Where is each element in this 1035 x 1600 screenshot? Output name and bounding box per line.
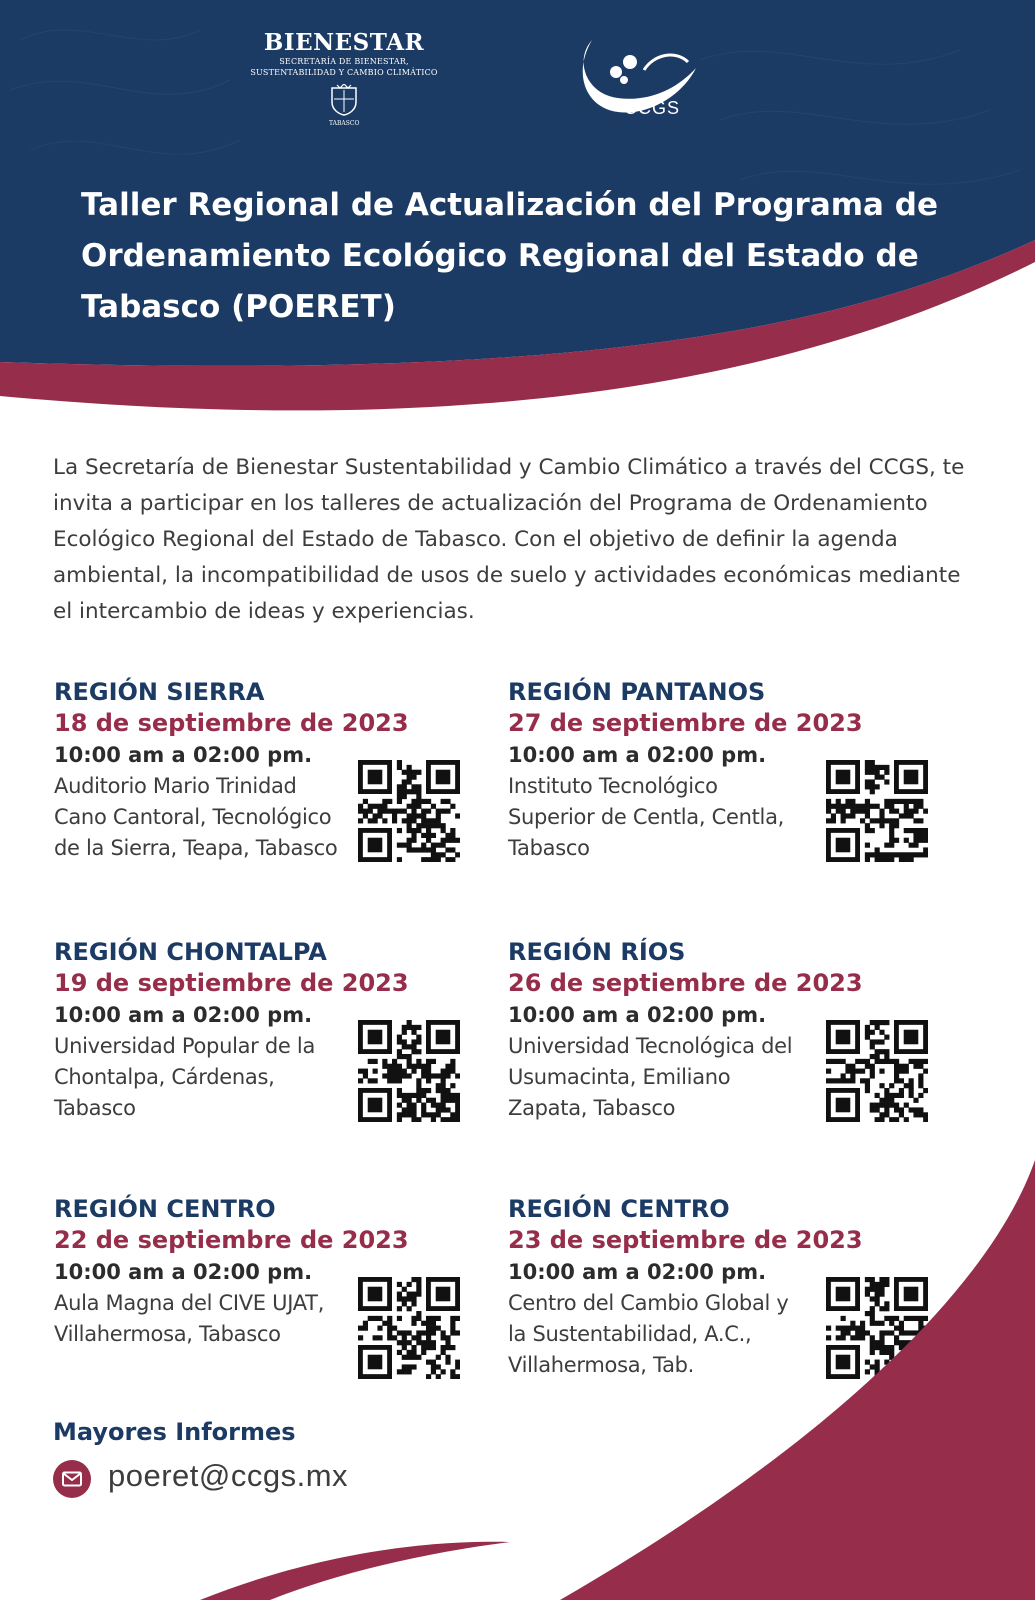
event-region-pantanos [508, 677, 938, 877]
event-time: 10:00 am a 02:00 pm. [508, 1003, 767, 1027]
org-subtitle-line2: SUSTENTABILIDAD Y CAMBIO CLIMÁTICO [250, 68, 438, 77]
org-name: BIENESTAR [263, 29, 425, 56]
event-time: 10:00 am a 02:00 pm. [54, 743, 313, 767]
bienestar-logo [228, 29, 460, 127]
event-date: 27 de septiembre de 2023 [508, 709, 863, 737]
event-region-chontalpa [54, 937, 484, 1137]
event-region: REGIÓN CENTRO [54, 1195, 276, 1223]
seal-label: TABASCO [329, 120, 360, 127]
event-venue: Universidad Tecnológica del Usumacinta, Emiliano Zapata, Tabasco [508, 1034, 793, 1120]
qr-code-icon[interactable] [358, 1020, 460, 1122]
tabasco-seal-icon [329, 84, 360, 127]
qr-code-icon[interactable] [826, 1020, 928, 1122]
event-date: 26 de septiembre de 2023 [508, 969, 863, 997]
event-date: 22 de septiembre de 2023 [54, 1226, 409, 1254]
event-region: REGIÓN CHONTALPA [54, 938, 327, 966]
org-subtitle-line1: SECRETARÍA DE BIENESTAR, [279, 57, 409, 66]
event-date: 18 de septiembre de 2023 [54, 709, 409, 737]
qr-code-icon[interactable] [358, 760, 460, 862]
event-time: 10:00 am a 02:00 pm. [508, 743, 767, 767]
event-region: REGIÓN SIERRA [54, 678, 265, 706]
contact-heading: Mayores Informes [53, 1418, 296, 1446]
event-time: 10:00 am a 02:00 pm. [54, 1003, 313, 1027]
intro-paragraph: La Secretaría de Bienestar Sustentabilidad y Cambio Climático a través del CCGS, te invita a participar en los talleres de actualización del Programa de Ordenamiento Ecológico Regional del Estado de Tabasco. Con el objetivo de definir la agenda ambiental, la incompatibilidad de usos de suelo y actividades económicas mediante el intercambio de ideas y experiencias. [53, 455, 965, 624]
event-time: 10:00 am a 02:00 pm. [508, 1260, 767, 1284]
qr-code-icon[interactable] [826, 760, 928, 862]
event-region-sierra [54, 677, 484, 877]
event-region: REGIÓN CENTRO [508, 1195, 730, 1223]
event-time: 10:00 am a 02:00 pm. [54, 1260, 313, 1284]
event-date: 19 de septiembre de 2023 [54, 969, 409, 997]
event-venue: Universidad Popular de la Chontalpa, Cárdenas, Tabasco [54, 1034, 316, 1120]
page-title: Taller Regional de Actualización del Programa de Ordenamiento Ecológico Regional del Estado de Tabasco (POERET) [81, 187, 938, 325]
ccgs-logo-text: CCGS [624, 98, 681, 118]
event-venue: Auditorio Mario Trinidad Cano Cantoral, Tecnológico de la Sierra, Teapa, Tabasco [54, 774, 338, 860]
event-venue: Centro del Cambio Global y la Sustentabilidad, A.C., Villahermosa, Tab. [508, 1291, 789, 1377]
event-date: 23 de septiembre de 2023 [508, 1226, 863, 1254]
bottom-swoosh [0, 1160, 1035, 1600]
event-venue: Aula Magna del CIVE UJAT, Villahermosa, Tabasco [54, 1291, 325, 1346]
event-region: REGIÓN RÍOS [508, 938, 686, 966]
mail-icon [53, 1460, 91, 1498]
event-venue: Instituto Tecnológico Superior de Centla, Centla, Tabasco [508, 774, 785, 860]
contact-email-link[interactable]: poeret@ccgs.mx [108, 1458, 349, 1493]
event-region-rios [508, 937, 938, 1137]
event-region: REGIÓN PANTANOS [508, 678, 766, 706]
